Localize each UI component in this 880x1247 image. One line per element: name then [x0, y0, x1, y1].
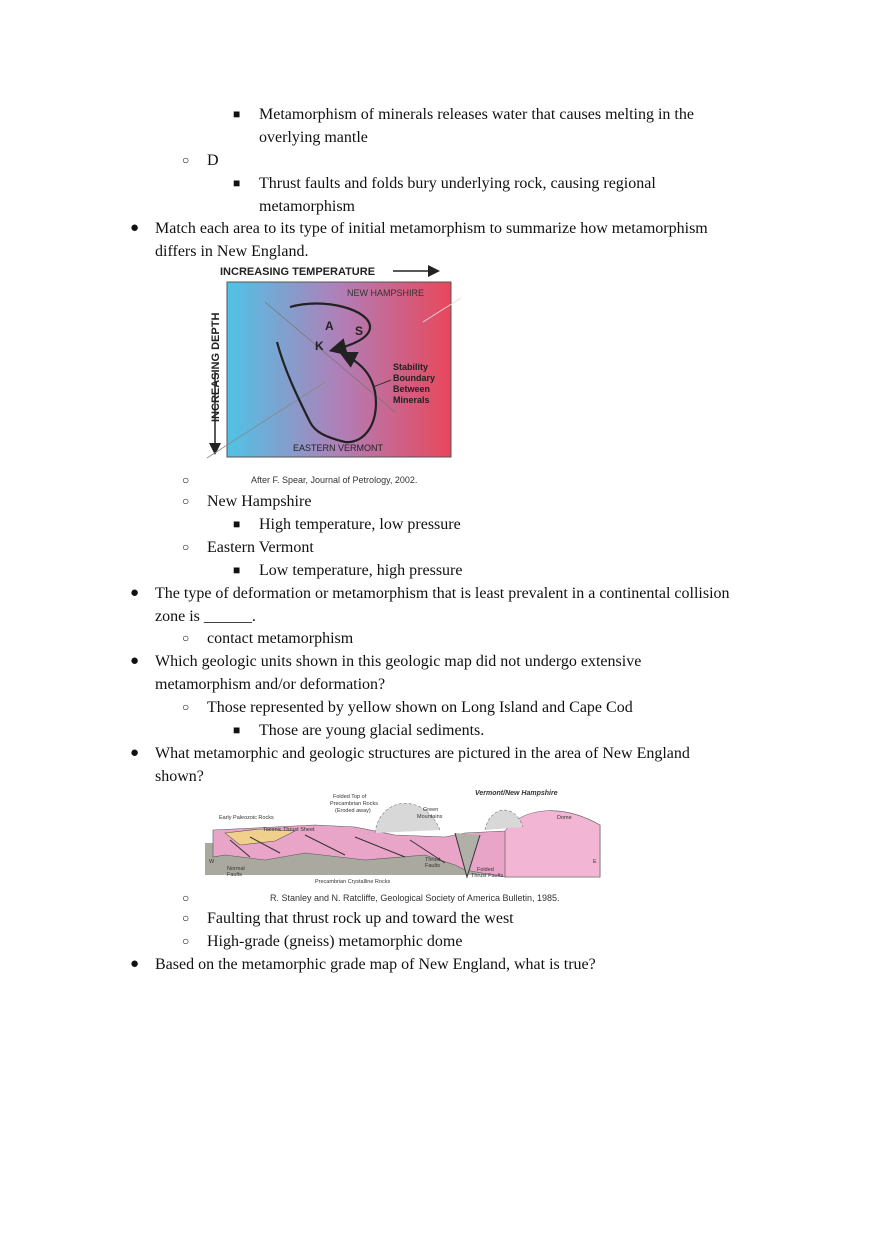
bullet-square: ■ [233, 517, 241, 531]
item-text: Those represented by yellow shown on Long Island and Cape Cod [207, 699, 633, 716]
label: Early Paleozoic Rocks [219, 815, 274, 821]
label: Taconic Thrust Sheet [263, 827, 315, 833]
label: Green [423, 807, 439, 813]
label: Dome [557, 815, 572, 821]
label-s: S [355, 324, 364, 338]
boundary-label: Between [393, 384, 431, 394]
boundary-label: Stability [393, 362, 429, 372]
question-text: Match each area to its type of initial metamorphism to summarize how metamorphism [155, 220, 708, 237]
label: E [593, 859, 597, 865]
item-text: Eastern Vermont [207, 539, 314, 556]
item-text: Low temperature, high pressure [259, 562, 463, 579]
label: Precambrian Rocks [330, 801, 378, 807]
figure-caption: After F. Spear, Journal of Petrology, 2002. [251, 475, 418, 485]
boundary-label: Boundary [393, 373, 436, 383]
item-text: overlying mantle [259, 129, 368, 146]
question-text: What metamorphic and geologic structures are pictured in the area of New England [155, 745, 690, 762]
bullet-circle: ○ [182, 153, 190, 167]
side-axis-label: INCREASING DEPTH [210, 312, 222, 422]
label: W [209, 859, 215, 865]
item-text: New Hampshire [207, 493, 312, 510]
question-text: zone is ______. [155, 608, 256, 625]
bullet-circle: ○ [182, 891, 190, 905]
item-text: metamorphism [259, 198, 355, 215]
item-text: Thrust faults and folds bury underlying rock, causing regional [259, 175, 656, 192]
question-text: The type of deformation or metamorphism that is least prevalent in a continental collision [155, 585, 730, 602]
item-text: High temperature, low pressure [259, 516, 461, 533]
bullet-dot: ● [130, 220, 140, 236]
item-text: Faulting that thrust rock up and toward the west [207, 910, 514, 927]
question-text: shown? [155, 768, 204, 785]
item-text: D [207, 152, 219, 169]
bullet-circle: ○ [182, 700, 190, 714]
question-text: Which geologic units shown in this geologic map did not undergo extensive [155, 653, 642, 670]
geologic-cross-section [205, 785, 605, 890]
label-a: A [325, 319, 334, 333]
label: Thrust [425, 857, 441, 863]
bullet-dot: ● [130, 745, 140, 761]
label: Folded [477, 867, 494, 873]
bullet-square: ■ [233, 563, 241, 577]
item-text: High-grade (gneiss) metamorphic dome [207, 933, 463, 950]
item-text: Those are young glacial sediments. [259, 722, 485, 739]
label: Thrust Faults [471, 873, 504, 879]
bullet-square: ■ [233, 723, 241, 737]
ev-label: EASTERN VERMONT [293, 443, 384, 453]
bullet-dot: ● [130, 653, 140, 669]
label: (Eroded away) [335, 808, 371, 814]
temperature-depth-diagram [205, 262, 465, 472]
label: Precambrian Crystalline Rocks [315, 879, 391, 885]
bullet-dot: ● [130, 585, 140, 601]
bullet-square: ■ [233, 176, 241, 190]
bullet-circle: ○ [182, 934, 190, 948]
question-text: metamorphism and/or deformation? [155, 676, 386, 693]
label: Faults [227, 872, 242, 878]
label: Mountains [417, 814, 443, 820]
figure-caption: R. Stanley and N. Ratcliffe, Geological Society of America Bulletin, 1985. [270, 893, 560, 903]
question-text: Based on the metamorphic grade map of New England, what is true? [155, 956, 596, 973]
bullet-circle: ○ [182, 494, 190, 508]
bullet-circle: ○ [182, 911, 190, 925]
bullet-circle: ○ [182, 473, 190, 487]
label: Faults [425, 863, 440, 869]
top-axis-label: INCREASING TEMPERATURE [220, 266, 376, 278]
label: Folded Top of [333, 794, 367, 800]
nh-label: NEW HAMPSHIRE [347, 288, 425, 298]
question-text: differs in New England. [155, 243, 309, 260]
eroded-fold [485, 810, 523, 830]
bullet-circle: ○ [182, 631, 190, 645]
label: Normal [227, 866, 245, 872]
item-text: contact metamorphism [207, 630, 354, 647]
bullet-dot: ● [130, 956, 140, 972]
boundary-label: Minerals [393, 395, 430, 405]
item-text: Metamorphism of minerals releases water that causes melting in the [259, 106, 694, 123]
section-title: Vermont/New Hampshire [475, 790, 558, 797]
label-k: K [315, 339, 324, 353]
bullet-circle: ○ [182, 540, 190, 554]
bullet-square: ■ [233, 107, 241, 121]
